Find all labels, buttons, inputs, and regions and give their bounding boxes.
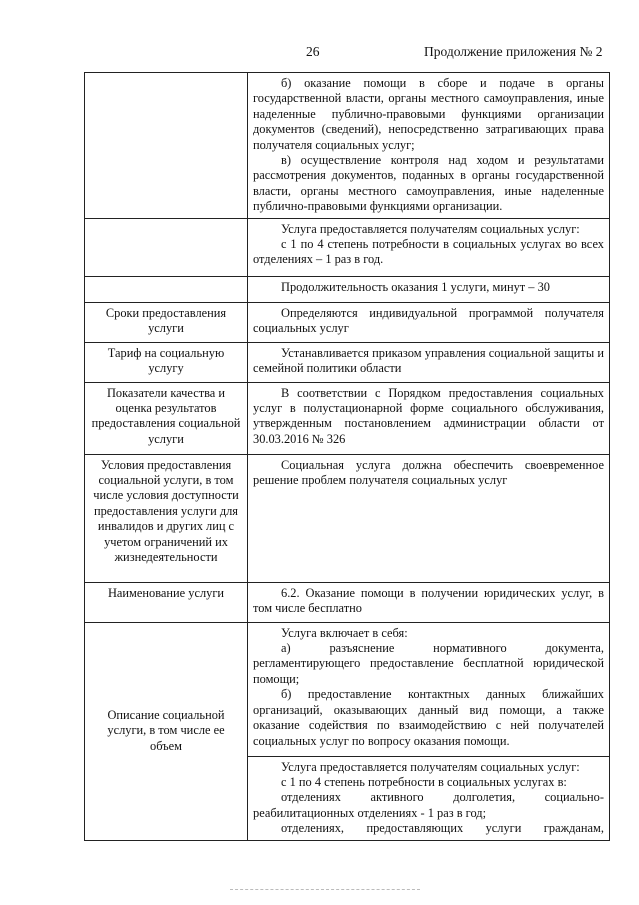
table-row [85, 342, 610, 382]
text-paragraph: в) осуществление контроля над ходом и результатами рассмотрения документов, поданных в органы государственной власти, органы местного самоуправления, иные наделенные публично-правовыми функциями организации. [253, 153, 604, 214]
text-paragraph: Продолжительность оказания 1 услуги, минут – 30 [281, 279, 550, 294]
table-row [85, 382, 610, 454]
text-paragraph: Услуга предоставляется получателям социальных услуг: [281, 759, 580, 774]
label-cell: Наименование услуги [85, 582, 248, 622]
value-cell [248, 302, 610, 342]
table-row [85, 73, 610, 219]
page-number: 26 [306, 44, 320, 59]
table-row [85, 454, 610, 582]
value-cell [248, 582, 610, 622]
label-cell-empty [85, 276, 248, 302]
text-paragraph: с 1 по 4 степень потребности в социальных услугах во всех отделениях – 1 раз в год. [253, 237, 604, 267]
text-paragraph: Услуга включает в себя: [281, 625, 408, 640]
label-cell: Тариф на социальную услугу [85, 342, 248, 382]
text-paragraph: отделениях, предоставляющих услуги гражданам, [281, 821, 604, 836]
table-row [85, 218, 610, 276]
text-paragraph: отделениях активного долголетия, социально-реабилитационных отделениях - 1 раз в год; [253, 790, 604, 820]
text-paragraph: Услуга предоставляется получателям социальных услуг: [281, 221, 580, 236]
text-paragraph: 6.2. Оказание помощи в получении юридических услуг, в том числе бесплатно [253, 585, 604, 616]
text-paragraph: Определяются индивидуальной программой получателя социальных услуг [253, 305, 604, 336]
label-cell: Показатели качества и оценка результатов предоставления социальной услуги [85, 382, 248, 454]
label-cell-empty [85, 218, 248, 276]
text-paragraph: б) предоставление контактных данных ближайших организаций, оказывающих данный вид помощи, а также оказание содействия по взаимодействию с ней получателей социальных услуг по вопросу оказания помощи. [253, 687, 604, 748]
text-paragraph: В соответствии с Порядком предоставления социальных услуг в полустационарной форме социального обслуживания, утвержденным постановлением администрации области от 30.03.2016 № 326 [253, 385, 604, 446]
value-cell [248, 454, 610, 582]
table-row [85, 582, 610, 622]
table-row [85, 302, 610, 342]
value-cell [248, 276, 610, 302]
text-paragraph: б) оказание помощи в сборе и подаче в органы государственной власти, органы местного самоуправления, иные наделенные публично-правовыми функциями организации документов (сведений), непосредственно затрагивающих права получателя социальных услуг; [253, 76, 604, 152]
text-paragraph: Устанавливается приказом управления социальной защиты и семейной политики области [253, 345, 604, 376]
continuation-header: Продолжение приложения № 2 [424, 44, 603, 59]
label-cell: Условия предоставления социальной услуги, в том числе условия доступности предоставления услуги для инвалидов и других лиц с учетом ограничений их жизнедеятельности [85, 454, 248, 582]
value-cell [248, 756, 610, 840]
text-paragraph: с 1 по 4 степень потребности в социальных услугах в: [281, 775, 567, 790]
text-paragraph: Социальная услуга должна обеспечить своевременное решение проблем получателя социальных услуг [253, 457, 604, 488]
value-cell [248, 218, 610, 276]
value-cell [248, 73, 610, 219]
scan-artifact-line [230, 889, 420, 890]
label-cell-empty [85, 73, 248, 219]
value-cell [248, 342, 610, 382]
label-cell: Сроки предоставления услуги [85, 302, 248, 342]
value-cell [248, 622, 610, 756]
table-row [85, 276, 610, 302]
service-table [84, 72, 610, 841]
label-cell: Описание социальной услуги, в том числе ее объем [85, 622, 248, 840]
table-row [85, 622, 610, 756]
value-cell [248, 382, 610, 454]
text-paragraph: а) разъяснение нормативного документа, регламентирующего предоставление бесплатной юридической помощи; [253, 641, 604, 686]
